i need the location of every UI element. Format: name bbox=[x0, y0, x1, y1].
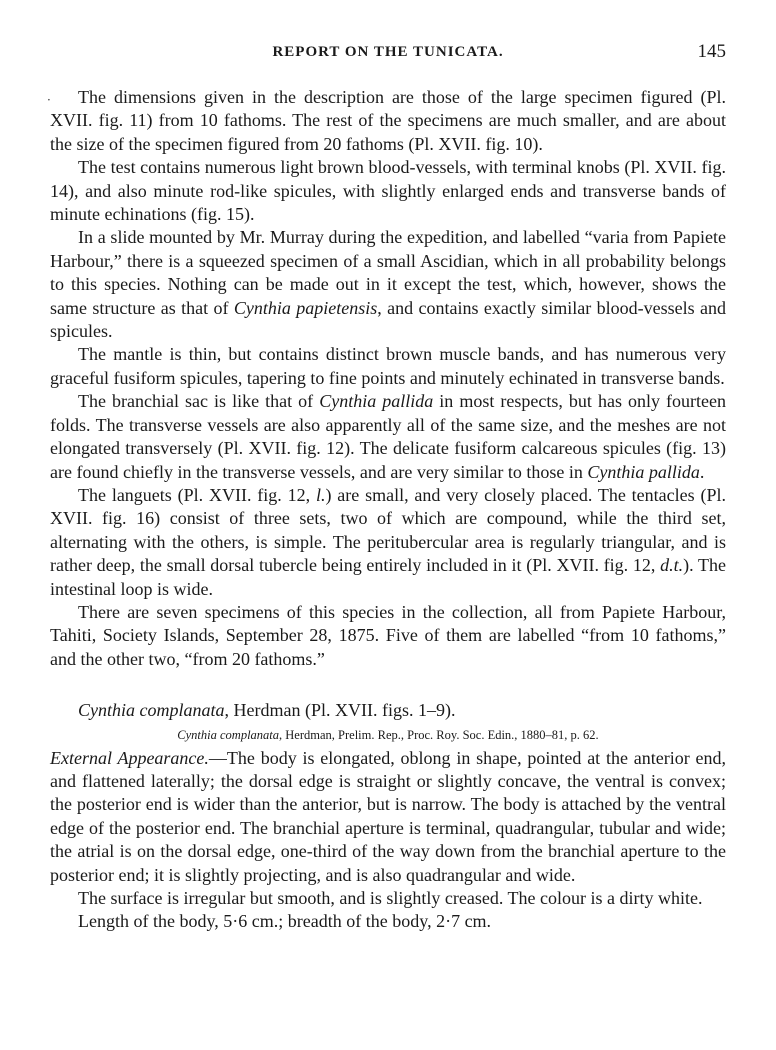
paragraph-measurements: Length of the body, 5·6 cm.; breadth of the body, 2·7 cm. bbox=[78, 911, 492, 932]
paragraph-slide: In a slide mounted by Mr. Murray during the expedition, and labelled “varia from Papiete Harbour,” there is a squeezed specimen of a small Ascidian, which in all probability belongs to this species. Nothing can be made out in it except the test, which, however, shows the same structure as that of Cynthia papietensis, and contains exactly similar blood-vessels and spicules. bbox=[50, 227, 726, 342]
paragraph-specimens: There are seven specimens of this species in the collection, all from Papiete Harbour, Tahiti, Society Islands, September 28, 1875. Five of them are labelled “from 10 fathoms,” and the other two, “from 20 fathoms.” bbox=[50, 601, 726, 669]
page-number: 145 bbox=[697, 41, 726, 62]
running-header bbox=[50, 41, 726, 66]
species-name: Cynthia pallida bbox=[319, 391, 434, 412]
margin-mark: · bbox=[47, 93, 51, 107]
species-name: Cynthia pallida bbox=[587, 461, 700, 482]
species-reference: Cynthia complanata, Herdman, Prelim. Rep., Proc. Roy. Soc. Edin., 1880–81, p. 62. bbox=[177, 727, 599, 742]
paragraph-languets: The languets (Pl. XVII. fig. 12, l.) are small, and very closely placed. The tentacles (Pl. XVII. fig. 16) consist of three sets, two of which are compound, while the third set, alternating with the others, is simple. The peritubercular area is regularly triangular, and is rather deep, the small dorsal tubercle being entirely included in it (Pl. XVII. fig. 12, d.t.). The intestinal loop is wide. bbox=[50, 484, 726, 599]
species-heading: Cynthia complanata, Herdman (Pl. XVII. figs. 1–9). bbox=[78, 700, 456, 721]
running-title: REPORT ON THE TUNICATA. bbox=[272, 44, 504, 60]
paragraph-external-appearance: External Appearance.—The body is elongated, oblong in shape, pointed at the anterior end, and flattened laterally; the dorsal edge is straight or slightly concave, the ventral is convex; the posterior end is wider than the anterior, but is narrow. The body is attached by the ventral edge of the posterior end. The branchial aperture is terminal, quadrangular, tubular and wide; the atrial is on the dorsal edge, one-third of the way down from the branchial aperture to the posterior end; it is slightly projecting, and is also quadrangular and wide. bbox=[50, 747, 727, 885]
paragraph-branchial-sac: The branchial sac is like that of Cynthia pallida in most respects, but has only fourteen folds. The transverse vessels are also apparently all of the same size, and the meshes are not elongated transversely (Pl. XVII. fig. 12). The delicate fusiform calcareous spicules (fig. 13) are found chiefly in the transverse vessels, and are very similar to those in Cynthia pallida. bbox=[50, 391, 727, 482]
paragraph-mantle: The mantle is thin, but contains distinct brown muscle bands, and has numerous very graceful fusiform spicules, tapering to fine points and minutely echinated in transverse bands. bbox=[50, 344, 726, 388]
paragraph-surface: The surface is irregular but smooth, and is slightly creased. The colour is a dirty white. bbox=[78, 888, 703, 908]
paragraph-test: The test contains numerous light brown blood-vessels, with terminal knobs (Pl. XVII. fig. 14), and also minute rod-like spicules, with slightly enlarged ends and transverse bands of minute echinations (fig. 15). bbox=[50, 157, 726, 225]
section-label: External Appearance. bbox=[50, 747, 209, 768]
paragraph-dimensions: The dimensions given in the description are those of the large specimen figured (Pl. XVII. fig. 11) from 10 fathoms. The rest of the specimens are much smaller, and are about the size of the specimen figured from 20 fathoms (Pl. XVII. fig. 10). bbox=[50, 87, 726, 154]
species-name: Cynthia papietensis bbox=[233, 297, 378, 318]
species-heading-name: Cynthia complanata bbox=[78, 700, 225, 721]
body-text bbox=[50, 86, 726, 934]
